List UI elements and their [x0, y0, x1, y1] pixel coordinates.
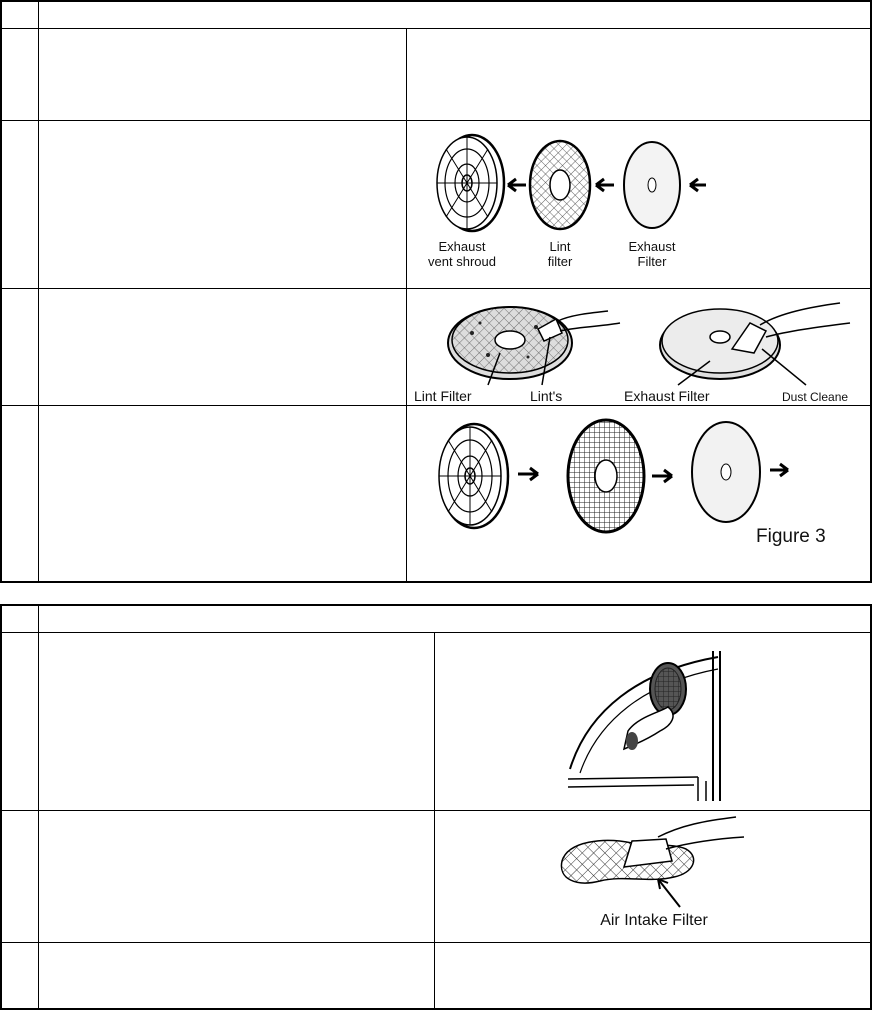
- arrow-right-icon: [770, 464, 788, 476]
- air-intake-removal-figure: [568, 651, 744, 801]
- exhaust-label-line2: Filter: [637, 254, 667, 269]
- air-intake-filter-table: [0, 604, 872, 1010]
- shroud-label-line2: vent shroud: [428, 254, 496, 269]
- header-number-cell: [2, 606, 39, 632]
- hand-icon: [624, 707, 673, 750]
- arrow-left-icon: [690, 179, 706, 191]
- arrow-left-icon: [508, 179, 526, 191]
- step-number-cell: [2, 811, 39, 942]
- header-number-cell: [2, 2, 39, 28]
- lints-label: Lint's: [530, 388, 563, 404]
- step-row: [2, 121, 870, 289]
- step-number-cell: [2, 29, 39, 120]
- lint-filter-label: Lint Filter: [414, 388, 472, 404]
- figure-caption: Figure 3: [756, 526, 826, 547]
- step-number-cell: [2, 943, 39, 1008]
- step-row: [2, 943, 870, 1008]
- step-number-cell: [2, 121, 39, 288]
- exhaust-filter-drawing: [692, 422, 760, 522]
- exhaust-label-line1: Exhaust: [628, 239, 676, 254]
- arrow-left-icon: [596, 179, 614, 191]
- step-number-cell: [2, 289, 39, 405]
- lint-label-line2: filter: [547, 254, 573, 269]
- step-number-cell: [2, 406, 39, 581]
- exhaust-vent-shroud-drawing: [437, 135, 504, 231]
- table-header-row: [2, 2, 870, 29]
- exhaust-disassembly-figure: [414, 127, 714, 287]
- exhaust-filter-drawing: [624, 142, 680, 228]
- lint-label-line1: Lint: [549, 239, 571, 254]
- step-row: [2, 29, 870, 121]
- step-row: [2, 811, 870, 943]
- lint-filter-drawing: [530, 141, 590, 229]
- step-number-cell: [2, 633, 39, 810]
- arrow-right-icon: [652, 470, 672, 482]
- exhaust-filter-drawing: [660, 309, 780, 379]
- arrow-pointer-icon: [658, 879, 680, 907]
- step-row: [2, 406, 870, 581]
- dust-cleaner-label: Dust Cleane: [782, 390, 849, 404]
- shroud-label-line1: Exhaust: [438, 239, 486, 254]
- air-intake-filter-label: Air Intake Filter: [600, 912, 708, 929]
- exhaust-vent-shroud-drawing: [439, 424, 508, 528]
- lint-filter-drawing: [568, 420, 644, 532]
- air-intake-cleaning-figure: [554, 813, 754, 931]
- filter-cleaning-figure: [410, 293, 868, 405]
- table-header-row: [2, 606, 870, 633]
- hand-icon: [732, 303, 850, 353]
- reassembly-figure: [414, 412, 866, 572]
- lint-filter-drawing: [448, 307, 572, 379]
- exhaust-filter-label: Exhaust Filter: [624, 388, 710, 404]
- arrow-right-icon: [518, 468, 538, 480]
- step-row: [2, 289, 870, 406]
- step-row: [2, 633, 870, 811]
